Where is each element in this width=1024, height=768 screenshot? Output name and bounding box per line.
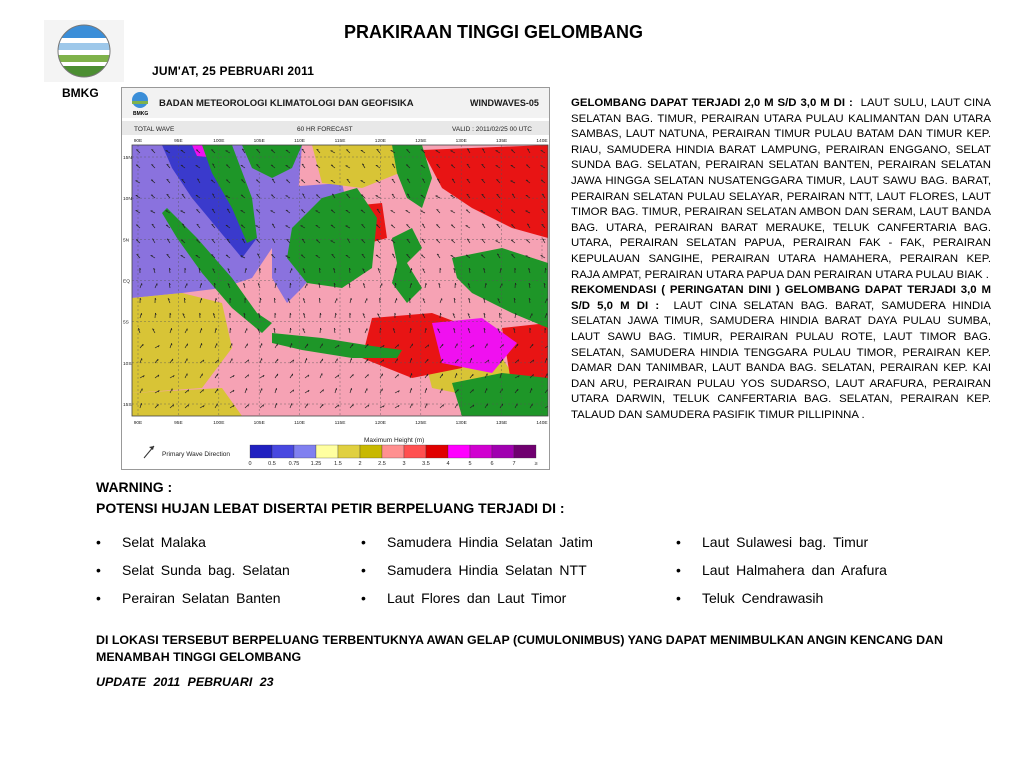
legend-swatch — [514, 445, 536, 458]
report-text-1: LAUT SULU, LAUT CINA SELATAN BAG. TIMUR, PERAIRAN UTARA PULAU KALIMANTAN DAN UTARA SAMBAS, LAUT NATUNA, PERAIRAN TIMUR PULAU BATAM DAN TIMUR KEP. RIAU, SAMUDERA HINDIA BARAT LAMPUNG, PERAIRAN ENGGANO, SELAT SUNDA BAG. SELATAN, PERAIRAN SELATAN BANTEN, PERAIRAN SELATAN JAWA HINGGA SELATAN NUSATENGGARA TIMUR, LAUT SAWU BAG. BARAT, PERAIRAN SELATAN PULAU SELAYAR, PERAIRAN NTT, LAUT FLORES, LAUT TIMOR BAG. TIMUR, PERAIRAN SELATAN AMBON DAN SERAM, LAUT BANDA BAG. UTARA, PERAIRAN BARAT MERAUKE, TELUK CANFERTARIA BAG. UTARA, PERAIRAN SELATAN PAPUA, PERAIRAN FAK - FAK, PERAIRAN KEPULAUAN SANGIHE, PERAIRAN UTARA HAMAHERA, PERAIRAN KEP. RAJA AMPAT, PERAIRAN UTARA PAPUA DAN PERAIRAN UTARA PULAU BIAK . — [571, 97, 991, 281]
warning-item-2-1: • Samudera Hindia Selatan Jatim — [361, 534, 593, 550]
map-field — [132, 145, 549, 416]
lon-tick-label: 140E — [536, 139, 548, 144]
bullet: • — [676, 590, 681, 606]
legend-swatch — [470, 445, 492, 458]
legend-title: Maximum Height (m) — [364, 437, 425, 444]
map-logo-label: BMKG — [133, 111, 149, 117]
bullet: • — [676, 534, 681, 550]
bmkg-globe-icon — [44, 20, 124, 82]
map-longitude-ticks — [134, 138, 548, 144]
warning-item-1-3: • Perairan Selatan Banten — [96, 590, 281, 606]
lon-tick-label: 90E — [133, 139, 143, 144]
map-product: WINDWAVES-05 — [470, 98, 539, 108]
bullet: • — [361, 562, 366, 578]
map-longitude-ticks-bottom — [134, 420, 548, 426]
warning-item-1-1: • Selat Malaka — [96, 534, 206, 550]
update-date: UPDATE 2011 PEBRUARI 23 — [96, 675, 274, 689]
lat-tick-label: 15N — [123, 156, 132, 161]
legend-value: 0 — [248, 461, 252, 467]
lon-tick-label: 125E — [415, 139, 427, 144]
lat-tick-label: 10N — [123, 197, 132, 203]
bullet: • — [676, 562, 681, 578]
legend-value: 6 — [490, 461, 494, 467]
lat-tick-label: 5S — [123, 320, 129, 326]
report-heading-1: GELOMBANG DAPAT TERJADI 2,0 M S/D 3,0 M DI : — [571, 97, 853, 109]
lon-tick-label: 120E — [374, 139, 387, 144]
legend-value: 2 — [358, 461, 362, 467]
warning-item-3-2: • Laut Halmahera dan Arafura — [676, 562, 887, 578]
warning-item-3-3: • Teluk Cendrawasih — [676, 590, 824, 606]
lon-tick-label: 130E — [455, 139, 467, 144]
wave-map-svg — [122, 88, 549, 469]
legend-swatch — [294, 445, 316, 458]
legend-value: 7 — [512, 461, 516, 467]
lat-tick-label: 15S — [123, 403, 132, 408]
bullet: • — [96, 562, 101, 578]
bullet: • — [96, 590, 101, 606]
map-agency: BADAN METEOROLOGI KLIMATOLOGI DAN GEOFISIKA — [159, 98, 414, 109]
lon-tick-label: 90E — [133, 421, 143, 426]
map-valid: VALID : 2011/02/25 00 UTC — [452, 126, 532, 133]
bmkg-label: BMKG — [62, 86, 99, 100]
legend-swatch — [338, 445, 360, 458]
warning-item-1-2: • Selat Sunda bag. Selatan — [96, 562, 290, 578]
lon-tick-label: 135E — [495, 421, 508, 426]
lon-tick-label: 110E — [294, 421, 306, 426]
lon-tick-label: 135E — [495, 139, 508, 144]
lon-tick-label: 130E — [455, 421, 467, 426]
lon-tick-label: 140E — [536, 421, 548, 426]
bmkg-logo — [44, 20, 124, 82]
lon-tick-label: 115E — [334, 139, 346, 144]
legend-value: 4 — [446, 461, 450, 467]
lon-tick-label: 95E — [174, 139, 183, 144]
legend-value: 3.5 — [422, 461, 430, 467]
legend-swatch — [382, 445, 404, 458]
legend-value: 5 — [468, 461, 472, 467]
lat-tick-label: EQ — [123, 279, 130, 285]
report-text-2: LAUT CINA SELATAN BAG. BARAT, SAMUDERA HINDIA SELATAN JAWA TIMUR, SAMUDERA HINDIA BARAT DAYA PULAU SUMBA, LAUT SAWU BAG. TIMUR, PERAIRAN PULAU ROTE, LAUT TIMOR BAG. SELATAN, SAMUDERA HINDIA TENGGARA PULAU TIMOR, PERAIRAN KEP. DAMAR DAN TANIMBAR, LAUT BANDA BAG. SELATAN, PERAIRAN KEP. KAI DAN ARU, PERAIRAN PULAU YOS SUDARSO, LAUT ARAFURA, PERAIRAN UTARA DARWIN, TELUK CANFERTARIA BAG. SELATAN, PERAIRAN KEP. TALAUD DAN SAMUDERA PASIFIK TIMUR PILLIPINNA . — [571, 299, 992, 421]
lat-tick-label: 5N — [123, 238, 130, 244]
lon-tick-label: 105E — [253, 421, 265, 426]
legend-swatch — [492, 445, 514, 458]
warning-item-3-1: • Laut Sulawesi bag. Timur — [676, 534, 869, 550]
legend-swatch — [360, 445, 382, 458]
bullet: • — [96, 534, 101, 550]
warning-subtitle: POTENSI HUJAN LEBAT DISERTAI PETIR BERPELUANG TERJADI DI : — [96, 500, 565, 516]
legend-swatch — [426, 445, 448, 458]
legend-value: 0.5 — [268, 461, 276, 467]
warning-item-2-2: • Samudera Hindia Selatan NTT — [361, 562, 587, 578]
wave-forecast-map — [121, 87, 550, 470]
legend-swatch — [404, 445, 426, 458]
map-total-wave: TOTAL WAVE — [134, 126, 175, 133]
lon-tick-label: 100E — [213, 139, 225, 144]
legend-swatch — [272, 445, 294, 458]
primary-wave-direction-icon — [144, 446, 154, 458]
legend-value: 2.5 — [378, 461, 386, 467]
lon-tick-label: 120E — [374, 421, 387, 426]
legend-value: ≥ — [534, 461, 538, 467]
lon-tick-label: 110E — [294, 139, 306, 144]
primary-wave-label: Primary Wave Direction — [162, 451, 231, 458]
bullet: • — [361, 590, 366, 606]
legend-swatch — [250, 445, 272, 458]
warning-item-2-3: • Laut Flores dan Laut Timor — [361, 590, 567, 606]
cumulonimbus-notice: DI LOKASI TERSEBUT BERPELUANG TERBENTUKNYA AWAN GELAP (CUMULONIMBUS) YANG DAPAT MENIMBULKAN ANGIN KENCANG DAN MENAMBAH TINGGI GELOMBANG — [96, 633, 943, 664]
lon-tick-label: 105E — [253, 139, 265, 144]
bullet: • — [361, 534, 366, 550]
lon-tick-label: 95E — [174, 421, 183, 426]
legend-value: 1.5 — [334, 461, 342, 467]
legend-value: 1.25 — [310, 461, 322, 467]
report-heading-2: REKOMENDASI ( PERINGATAN DINI ) GELOMBANG DAPAT TERJADI 3,0 M S/D 5,0 M DI : — [571, 284, 991, 312]
page-title: PRAKIRAAN TINGGI GELOMBANG — [344, 22, 643, 42]
lon-tick-label: 115E — [334, 421, 346, 426]
height-legend — [248, 445, 537, 467]
lat-tick-label: 10S — [123, 361, 132, 367]
map-logo-icon — [132, 92, 148, 108]
wave-report — [571, 96, 991, 423]
legend-swatch — [448, 445, 470, 458]
lon-tick-label: 125E — [415, 421, 427, 426]
forecast-date: JUM'AT, 25 PEBRUARI 2011 — [152, 64, 315, 78]
legend-value: 3 — [402, 461, 406, 467]
warning-title: WARNING : — [96, 479, 173, 495]
legend-swatch — [316, 445, 338, 458]
map-forecast: 60 HR FORECAST — [297, 126, 353, 133]
map-latitude-ticks — [123, 155, 132, 408]
lon-tick-label: 100E — [213, 421, 225, 426]
legend-value: 0.75 — [288, 461, 300, 467]
